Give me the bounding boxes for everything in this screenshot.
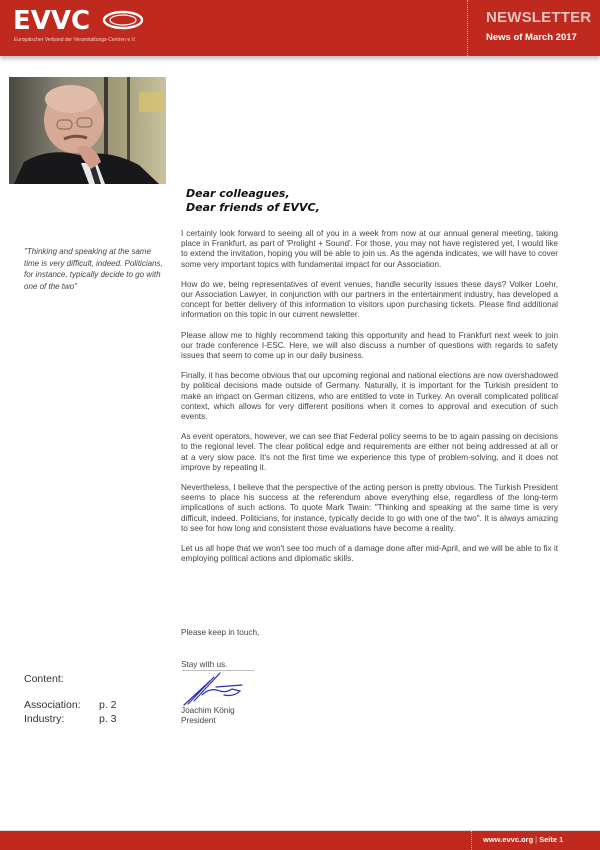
toc-page: p. 2 — [99, 699, 117, 711]
president-photo — [9, 77, 166, 184]
footer-text — [483, 835, 563, 844]
footer-separator: | — [535, 835, 538, 844]
closing-line: Please keep in touch, — [181, 628, 260, 637]
page-footer — [0, 830, 600, 850]
newsletter-header — [0, 0, 600, 56]
paragraph: Let us all hope that we won't see too much of a damage done after mid-April, and we will be able to fix it employing political actions and diplomatic skills. — [181, 544, 558, 564]
signer — [181, 706, 235, 726]
sidebar-quote: "Thinking and speaking at the same time is very difficult, indeed. Politicians, for instance, typically decide to go with one of the two" — [24, 247, 163, 291]
toc-item-industry[interactable] — [24, 712, 117, 726]
newsletter-date: News of March 2017 — [486, 32, 577, 43]
paragraph: As event operators, however, we can see that Federal policy seems to be to again passing on decisions to the regional level. The clear political edge and requirements are either not being addressed at all or at a very slow pace. It's not the first time we experience this type of problem-solving, and it does not improve by repeating it. — [181, 432, 558, 472]
salutation-line-1: Dear colleagues, — [186, 187, 290, 200]
paragraph: I certainly look forward to seeing all of you in a week from now at our annual general meeting, taking place in Frankfurt, as part of 'Prolight + Sound'. For those, you may not have registered yet, I would like to extend the invitation, hoping you will be able to join us. As the agenda indicates, we will have to cover some very important topics with fundamental impact for our Association. — [181, 229, 558, 269]
page-number: Seite 1 — [539, 835, 564, 844]
newsletter-title: NEWSLETTER — [486, 9, 592, 26]
logo-subtitle: Europäischer Verband der Veranstaltungs-Centren e.V. — [14, 37, 136, 43]
salutation — [186, 187, 320, 215]
table-of-contents — [24, 698, 117, 726]
signer-name: Joachim König — [181, 706, 235, 715]
header-divider — [467, 0, 468, 56]
evvc-logo: EVVC — [13, 6, 91, 36]
toc-label: Industry: — [24, 713, 65, 725]
toc-item-association[interactable] — [24, 698, 117, 712]
website-link[interactable]: www.evvc.org — [483, 835, 534, 844]
toc-label: Association: — [24, 699, 81, 711]
salutation-line-2: Dear friends of EVVC, — [186, 201, 320, 214]
content-title: Content: — [24, 673, 64, 685]
logo-ring-icon — [102, 10, 144, 30]
paragraph: Finally, it has become obvious that our upcoming regional and national elections are now overshadowed by political decisions made outside of Germany. Naturally, it is important for the Turkish president to make an impact on German citizens, who are entitled to vote in Turkey. An overall complicated political context, which allows for very different positions when it comes to approval and execution of such events. — [181, 371, 558, 422]
stay-with-us: Stay with us. — [181, 660, 228, 669]
signer-title: President — [181, 716, 216, 725]
toc-page: p. 3 — [99, 713, 117, 725]
paragraph: Nevertheless, I believe that the perspective of the acting person is pretty obvious. The Turkish President seems to place his success at the referendum above everything else, regardless of the long-term implications of such actions. To quote Mark Twain: "Thinking and speaking at the same time is very difficult, indeed. Politicians, for instance, typically decide to go with one of the two". It is always amazing to see for how long and consistent those evaluations have become a reality. — [181, 483, 558, 533]
paragraph: How do we, being representatives of event venues, handle security issues these days? Volker Loehr, our Association Lawyer, in conjunction with our partners in the entertainment industry, has developed a concept for better delivery of this information to visitors upon purchasing tickets. Please find additional information on this topic in our current newsletter. — [181, 279, 558, 320]
footer-divider — [471, 831, 472, 850]
letter-body — [181, 229, 558, 574]
paragraph: Please allow me to highly recommend taking this opportunity and head to Frankfurt next week to join our trade conference I-ESC. Here, we will also discuss a number of questions with regards to safety issues that seem to come up in our daily business. — [181, 330, 558, 361]
signature-icon — [180, 671, 252, 707]
